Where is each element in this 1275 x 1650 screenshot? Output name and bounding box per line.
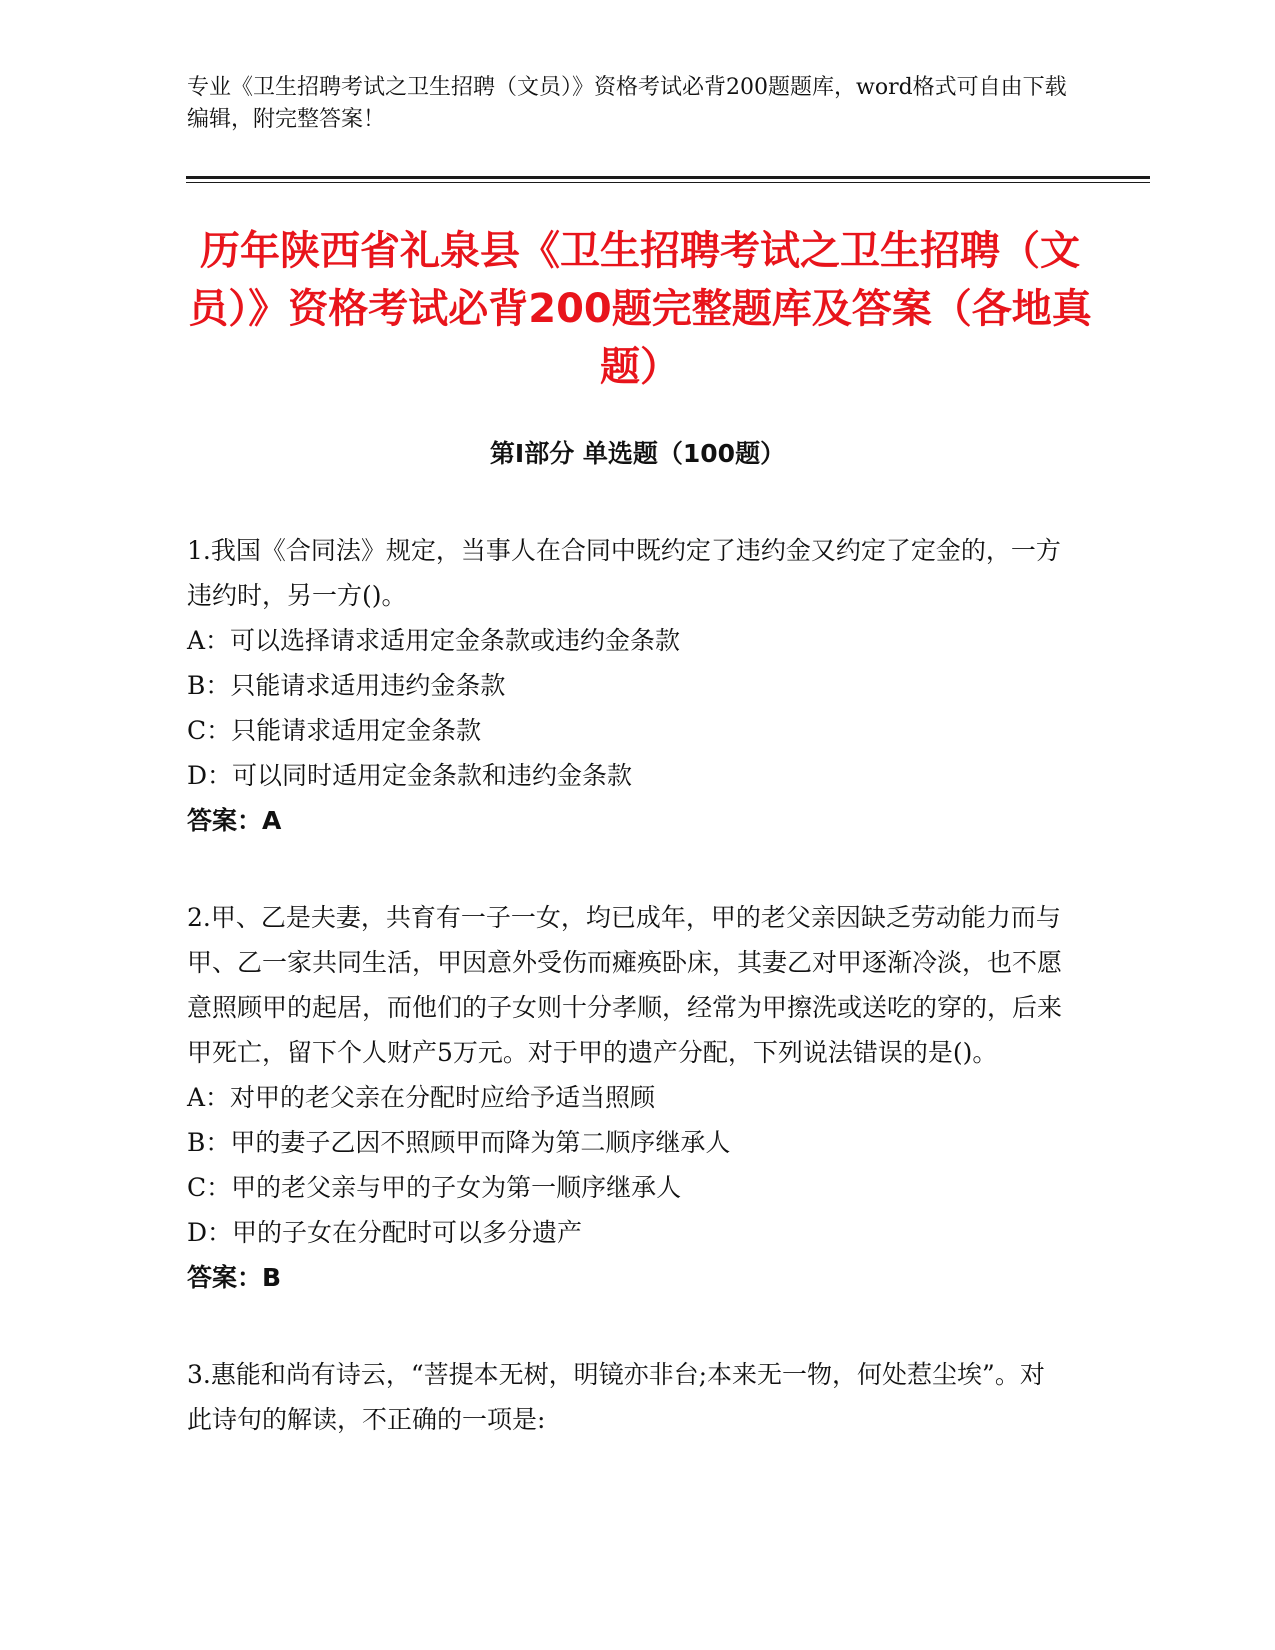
option-d: D：可以同时适用定金条款和违约金条款 [187, 761, 633, 790]
option-a: A：可以选择请求适用定金条款或违约金条款 [187, 626, 681, 655]
option-c: C：甲的老父亲与甲的子女为第一顺序继承人 [187, 1173, 682, 1202]
answer: 答案：B [187, 1263, 282, 1292]
question-2 [187, 895, 1067, 1300]
option-c: C：只能请求适用定金条款 [187, 716, 482, 745]
document-title: 历年陕西省礼泉县《卫生招聘考试之卫生招聘（文员）》资格考试必背200题完整题库及答案（各地真题） [188, 228, 1092, 390]
option-a: A：对甲的老父亲在分配时应给予适当照顾 [187, 1083, 656, 1112]
header-note: 专业《卫生招聘考试之卫生招聘（文员）》资格考试必背200题题库，word格式可自由下载编辑，附完整答案！ [187, 75, 1067, 132]
question-1 [187, 528, 1067, 843]
question-text: 2.甲、乙是夫妻，共育有一子一女，均已成年，甲的老父亲因缺乏劳动能力而与甲、乙一家共同生活，甲因意外受伤而瘫痪卧床，其妻乙对甲逐渐冷淡，也不愿意照顾甲的起居，而他们的子女则十分孝顺，经常为甲擦洗或送吃的穿的，后来甲死亡，留下个人财产5万元。对于甲的遗产分配，下列说法错误的是()。 [187, 903, 1063, 1067]
header-divider-thick [186, 176, 1150, 179]
question-3 [187, 1352, 1067, 1442]
section-title: 第Ⅰ部分 单选题（100题） [489, 439, 786, 468]
question-list [187, 528, 1067, 1494]
question-text: 3.惠能和尚有诗云，“菩提本无树，明镜亦非台;本来无一物，何处惹尘埃”。对此诗句的解读，不正确的一项是: [187, 1360, 1045, 1434]
answer: 答案：A [187, 806, 282, 835]
header-divider-thin [186, 182, 1150, 183]
option-d: D：甲的子女在分配时可以多分遗产 [187, 1218, 583, 1247]
question-text: 1.我国《合同法》规定，当事人在合同中既约定了违约金又约定了定金的，一方违约时，另一方()。 [187, 536, 1061, 610]
option-b: B：只能请求适用违约金条款 [187, 671, 506, 700]
option-b: B：甲的妻子乙因不照顾甲而降为第二顺序继承人 [187, 1128, 731, 1157]
